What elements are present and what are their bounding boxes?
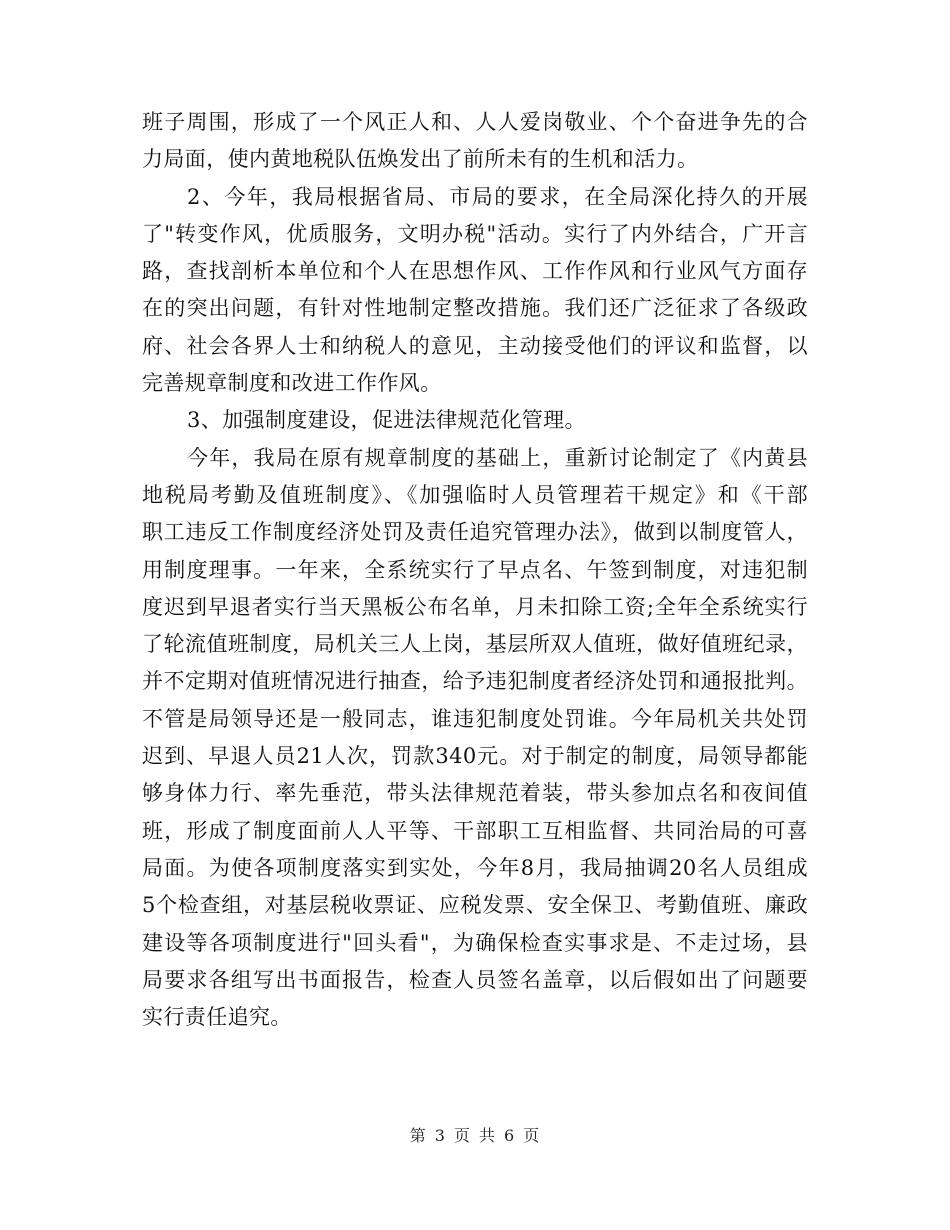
text-line: 今年，我局在原有规章制度的基础上，重新讨论制定了《内黄县 — [187, 445, 808, 470]
text-line: 局要求各组写出书面报告，检查人员签名盖章，以后假如出了问题要 — [142, 967, 808, 992]
current-page-number: 3 — [434, 1126, 446, 1145]
text-line: 够身体力行、率先垂范，带头法律规范着装，带头参加点名和夜间值 — [142, 781, 808, 806]
text-line: 2、今年，我局根据省局、市局的要求，在全局深化持久的开展 — [187, 184, 808, 209]
total-label-prefix: 共 — [479, 1126, 497, 1145]
page-label-suffix: 页 — [523, 1126, 541, 1145]
text-line: 用制度理事。一年来，全系统实行了早点名、午签到制度，对违犯制 — [142, 557, 808, 582]
text-line: 完善规章制度和改进工作作风。 — [142, 371, 442, 396]
page-label-mid: 页 — [453, 1126, 471, 1145]
text-line: 路，查找剖析本单位和个人在思想作风、工作作风和行业风气方面存 — [142, 259, 808, 284]
text-line: 建设等各项制度进行"回头看"，为确保检查实事求是、不走过场，县 — [142, 930, 808, 955]
text-line: 班子周围，形成了一个风正人和、人人爱岗敬业、个个奋进争先的合 — [142, 110, 808, 134]
text-line: 班，形成了制度面前人人平等、干部职工互相监督、共同治局的可喜 — [142, 818, 808, 843]
page-footer — [0, 1125, 950, 1147]
document-body — [142, 104, 808, 1036]
section-heading: 3、加强制度建设，促进法律规范化管理。 — [187, 408, 586, 433]
text-line: 职工违反工作制度经济处罚及责任追究管理办法》，做到以制度管人， — [142, 520, 808, 545]
text-line: 地税局考勤及值班制度》、《加强临时人员管理若干规定》和《干部 — [142, 482, 808, 507]
text-line: 实行责任追究。 — [142, 1005, 292, 1030]
text-line: 局面。为使各项制度落实到实处，今年8月，我局抽调20名人员组成 — [142, 855, 808, 880]
text-line: 迟到、早退人员21人次，罚款340元。对于制定的制度，局领导都能 — [142, 744, 808, 769]
text-line: 在的突出问题，有针对性地制定整改措施。我们还广泛征求了各级政 — [142, 296, 808, 321]
text-line: 5个检查组，对基层税收票证、应税发票、安全保卫、考勤值班、廉政 — [142, 893, 808, 918]
text-line: 不管是局领导还是一般同志，谁违犯制度处罚谁。今年局机关共处罚 — [142, 706, 808, 731]
text-line: 了轮流值班制度，局机关三人上岗，基层所双人值班，做好值班纪录， — [142, 632, 808, 657]
text-line: 并不定期对值班情况进行抽查，给予违犯制度者经济处罚和通报批判。 — [142, 669, 808, 694]
text-line: 力局面，使内黄地税队伍焕发出了前所未有的生机和活力。 — [142, 147, 699, 172]
page-label-prefix: 第 — [409, 1126, 427, 1145]
text-line: 府、社会各界人士和纳税人的意见，主动接受他们的评议和监督，以 — [142, 333, 808, 358]
total-pages-number: 6 — [504, 1126, 516, 1145]
text-line: 度迟到早退者实行当天黑板公布名单，月未扣除工资;全年全系统实行 — [142, 594, 808, 619]
text-line: 了"转变作风，优质服务，文明办税"活动。实行了内外结合，广开言 — [142, 221, 808, 246]
